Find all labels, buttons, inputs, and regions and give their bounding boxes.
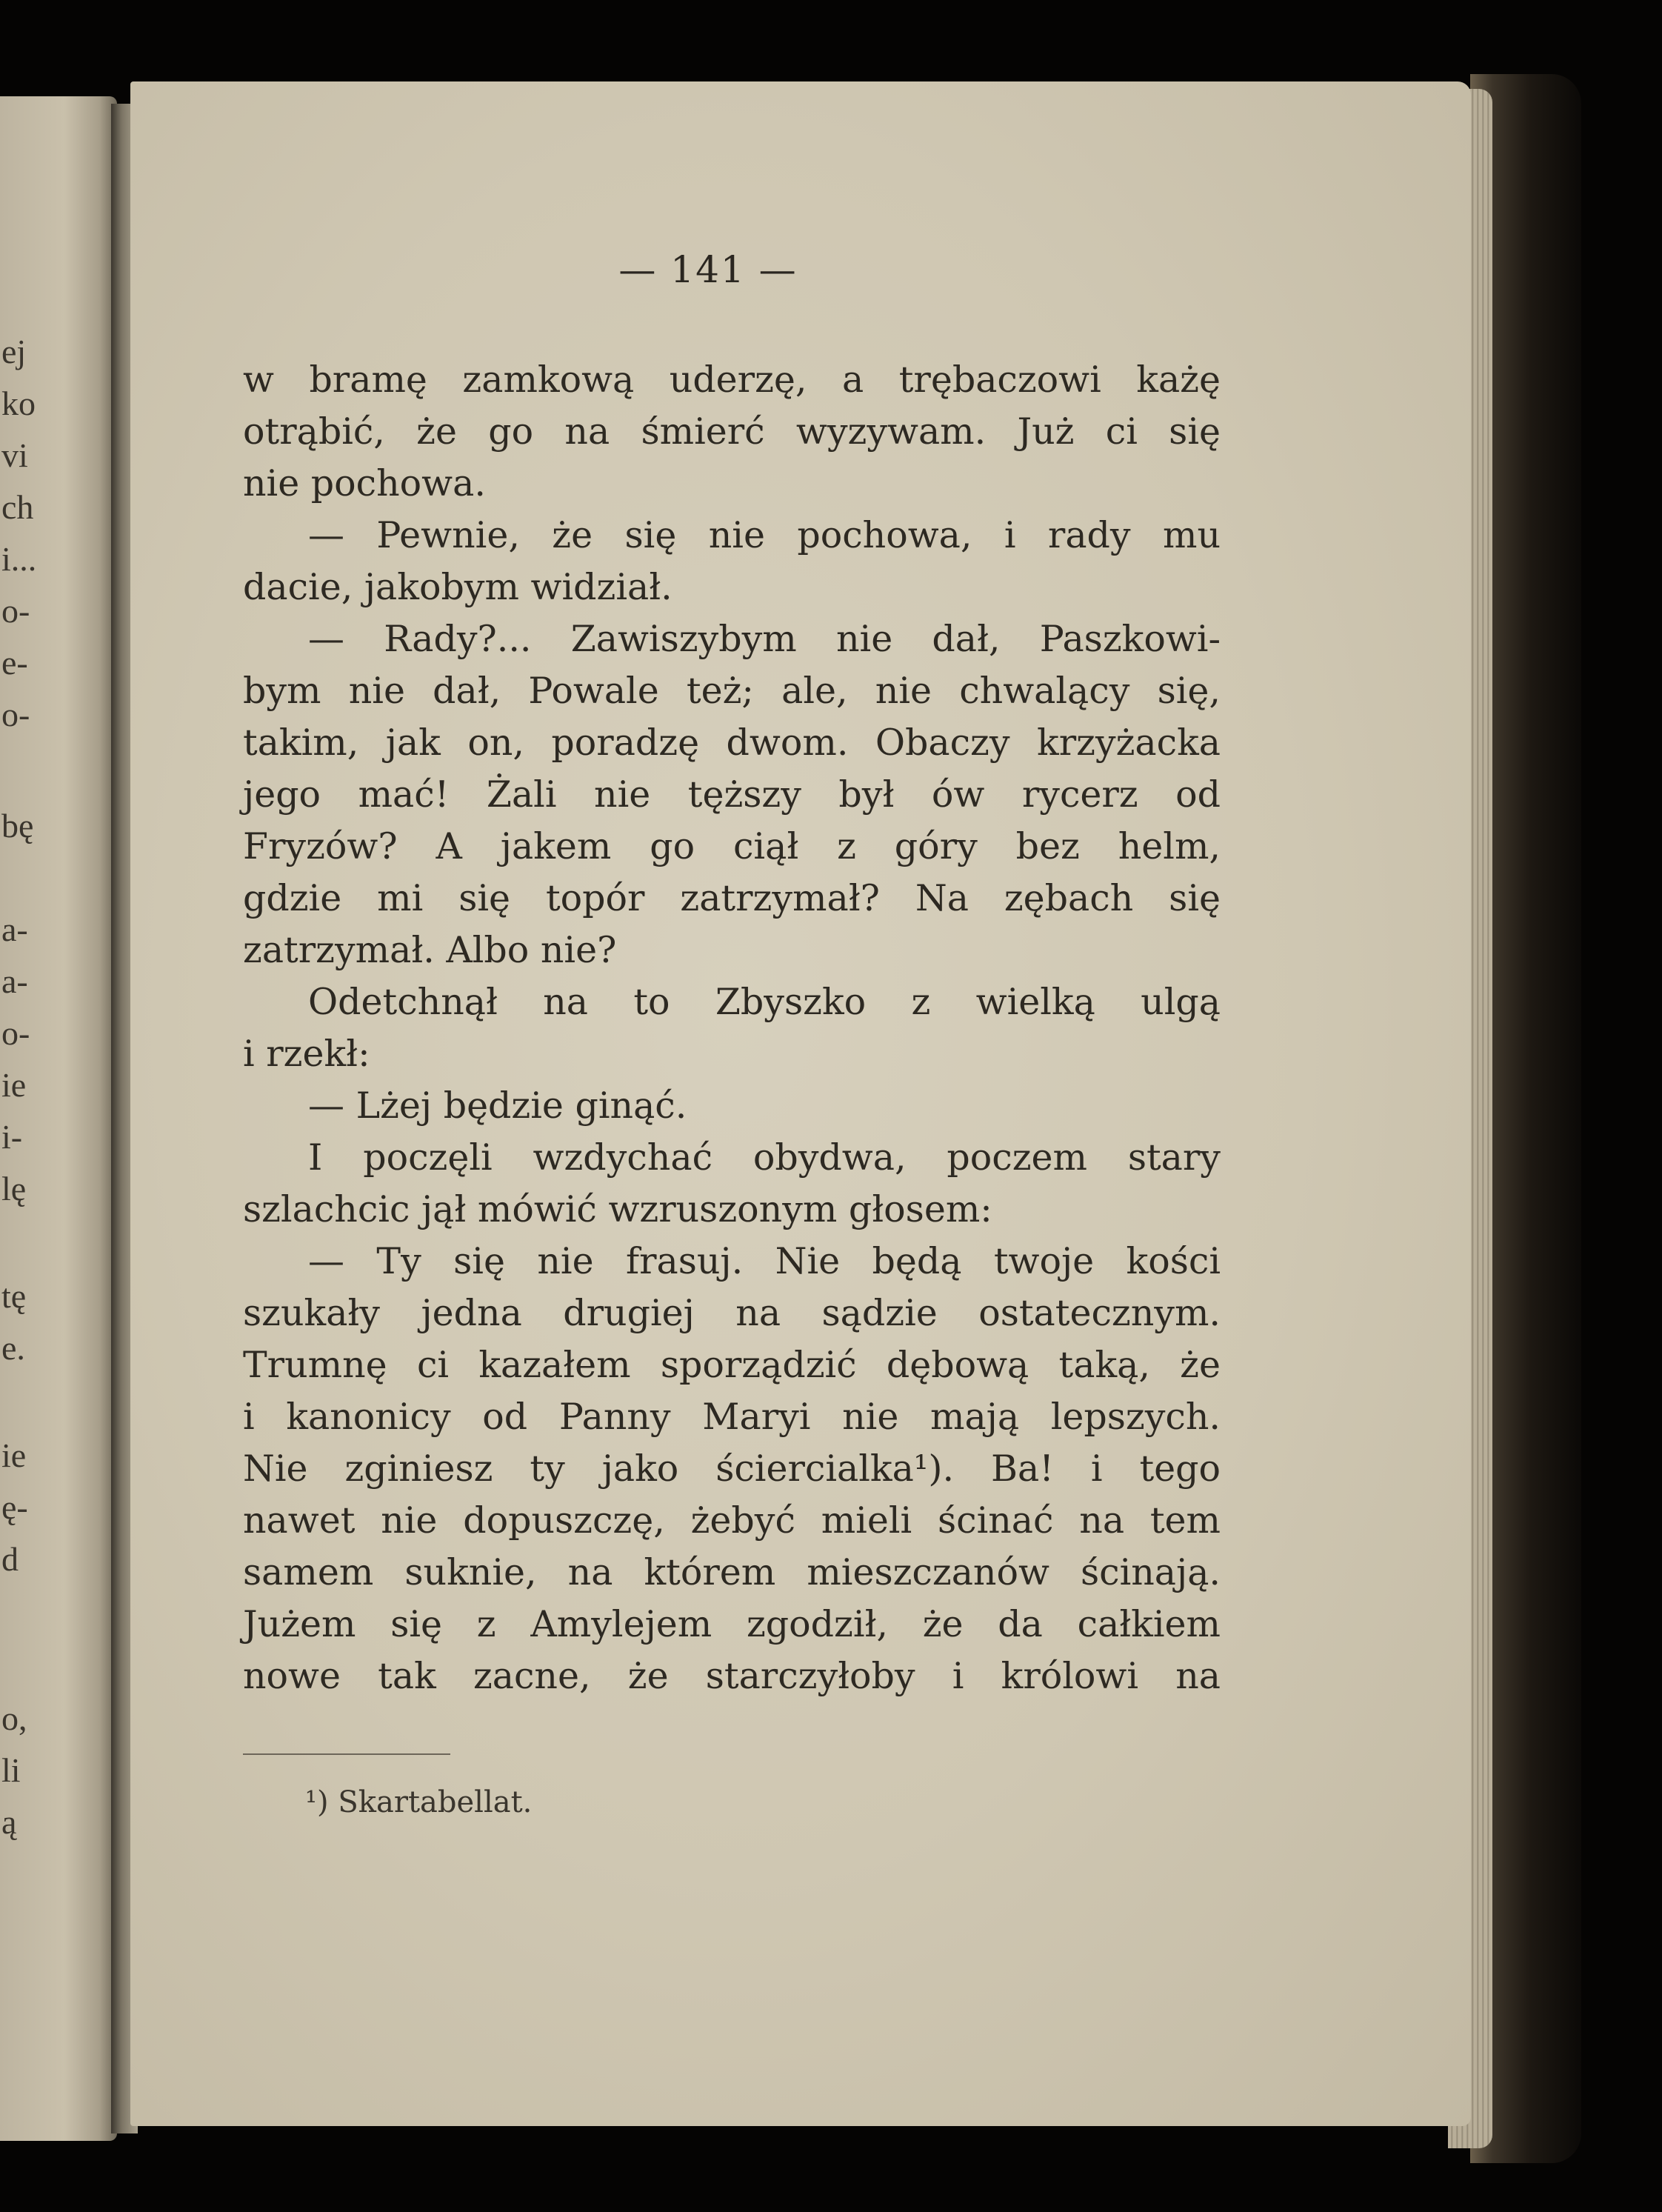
footnote-divider bbox=[243, 1753, 450, 1755]
text-line: Trumnę ci kazałem sporządzić dębową taką, że bbox=[243, 1344, 1221, 1386]
text-line: w bramę zamkową uderzę, a trębaczowi każę bbox=[243, 359, 1221, 401]
text-line: szukały jedna drugiej na sądzie ostatecznym. bbox=[243, 1292, 1221, 1334]
left-page-text: a- bbox=[1, 910, 28, 948]
text-line: nawet nie dopuszczę, żebyć mieli ścinać na tem bbox=[243, 1499, 1221, 1542]
left-page-text: i... bbox=[1, 540, 37, 578]
text-line: Nie zginiesz ty jako ściercialka¹). Ba! i tego bbox=[243, 1448, 1221, 1490]
text-line: — Ty się nie frasuj. Nie będą twoje kości bbox=[308, 1240, 1221, 1282]
text-line: takim, jak on, poradzę dwom. Obaczy krzyżacka bbox=[243, 722, 1221, 764]
left-page-text: bę bbox=[1, 807, 34, 845]
text-line: samem suknie, na którem mieszczanów ścinają. bbox=[243, 1551, 1221, 1593]
left-page-text: i- bbox=[1, 1118, 23, 1156]
left-page-text: o- bbox=[1, 592, 30, 630]
text-line: i kanonicy od Panny Maryi nie mają lepszych. bbox=[243, 1396, 1221, 1438]
text-line: nowe tak zacne, że starczyłoby i królowi na bbox=[243, 1655, 1221, 1697]
footnote: ¹) Skartabellat. bbox=[305, 1785, 533, 1819]
text-line: I poczęli wzdychać obydwa, poczem stary bbox=[308, 1136, 1221, 1179]
left-page-text: ie bbox=[1, 1436, 27, 1474]
text-line: dacie, jakobym widział. bbox=[243, 566, 673, 608]
text-line: i rzekł: bbox=[243, 1033, 370, 1075]
left-page-text: ch bbox=[1, 488, 34, 526]
text-line: otrąbić, że go na śmierć wyzywam. Już ci się bbox=[243, 410, 1221, 453]
text-line: gdzie mi się topór zatrzymał? Na zębach się bbox=[243, 877, 1221, 919]
left-page-text: vi bbox=[1, 436, 28, 474]
page-number: — 141 — bbox=[618, 248, 798, 291]
text-line: jego mać! Żali nie tęższy był ów rycerz od bbox=[243, 773, 1221, 816]
text-line: nie pochowa. bbox=[243, 462, 486, 504]
text-line: — Lżej będzie ginąć. bbox=[308, 1085, 687, 1127]
left-page-text: o- bbox=[1, 696, 30, 733]
left-page-edge bbox=[0, 96, 117, 2141]
left-page-text: e. bbox=[1, 1329, 25, 1367]
text-line: zatrzymał. Albo nie? bbox=[243, 929, 617, 971]
left-page-text: lę bbox=[1, 1170, 27, 1207]
left-page-text: d bbox=[1, 1540, 19, 1578]
left-page-text: o- bbox=[1, 1014, 30, 1052]
left-page-text: ą bbox=[1, 1803, 17, 1841]
left-page-text: li bbox=[1, 1751, 21, 1789]
left-page-text: ko bbox=[1, 384, 36, 422]
left-page-text: o, bbox=[1, 1699, 27, 1737]
text-line: — Rady?... Zawiszybym nie dał, Paszkowi- bbox=[308, 618, 1221, 660]
text-line: — Pewnie, że się nie pochowa, i rady mu bbox=[308, 514, 1221, 556]
left-page-text: ej bbox=[1, 333, 27, 370]
text-line: szlachcic jął mówić wzruszonym głosem: bbox=[243, 1188, 992, 1230]
left-page-text: tę bbox=[1, 1277, 27, 1315]
text-line: Fryzów? A jakem go ciął z góry bez helm, bbox=[243, 825, 1221, 867]
left-page-text: e- bbox=[1, 644, 28, 682]
text-line: Odetchnął na to Zbyszko z wielką ulgą bbox=[308, 981, 1221, 1023]
left-page-text: ie bbox=[1, 1066, 27, 1104]
text-line: bym nie dał, Powale też; ale, nie chwalący się, bbox=[243, 670, 1221, 712]
left-page-text: ę- bbox=[1, 1488, 28, 1526]
text-line: Jużem się z Amylejem zgodził, że da całkiem bbox=[243, 1603, 1221, 1645]
left-page-text: a- bbox=[1, 962, 28, 1000]
